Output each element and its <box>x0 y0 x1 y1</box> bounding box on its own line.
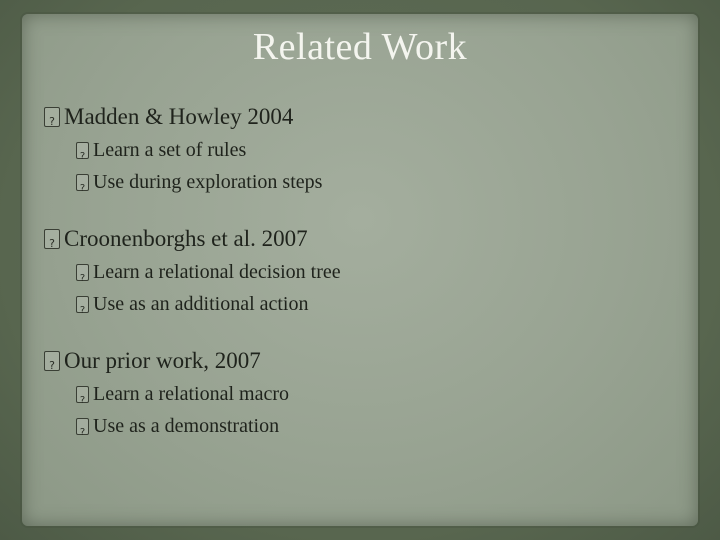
sub-bullet-icon <box>76 386 89 403</box>
sub-bullet-text: Learn a set of rules <box>93 139 247 161</box>
bullet-icon <box>44 229 60 249</box>
bullet-icon <box>44 107 60 127</box>
sub-bullet-item <box>76 288 684 320</box>
sub-bullet-icon <box>76 174 89 191</box>
bullet-group-1 <box>44 100 684 198</box>
bullet-text: Madden & Howley 2004 <box>64 104 294 129</box>
sub-bullet-item <box>76 378 684 410</box>
bullet-group-3 <box>44 344 684 442</box>
sub-bullet-item <box>76 166 684 198</box>
bullet-text: Croonenborghs et al. 2007 <box>64 226 308 251</box>
sub-bullet-icon <box>76 142 89 159</box>
sub-bullet-text: Use during exploration steps <box>93 171 323 193</box>
bullet-group-2 <box>44 222 684 320</box>
sub-bullet-icon <box>76 296 89 313</box>
sub-bullet-text: Use as an additional action <box>93 293 309 315</box>
bullet-text: Our prior work, 2007 <box>64 348 261 373</box>
sub-bullet-text: Learn a relational decision tree <box>93 261 341 283</box>
bullet-item <box>44 222 684 256</box>
sub-bullet-item <box>76 134 684 166</box>
sub-bullet-text: Use as a demonstration <box>93 415 280 437</box>
bullet-icon <box>44 351 60 371</box>
bullet-item <box>44 344 684 378</box>
bullet-list <box>44 100 684 466</box>
slide-title: Related Work <box>252 26 468 68</box>
sub-bullet-item <box>76 410 684 442</box>
sub-bullet-item <box>76 256 684 288</box>
bullet-item <box>44 100 684 134</box>
sub-bullet-icon <box>76 418 89 435</box>
sub-bullet-icon <box>76 264 89 281</box>
sub-bullet-text: Learn a relational macro <box>93 383 289 405</box>
